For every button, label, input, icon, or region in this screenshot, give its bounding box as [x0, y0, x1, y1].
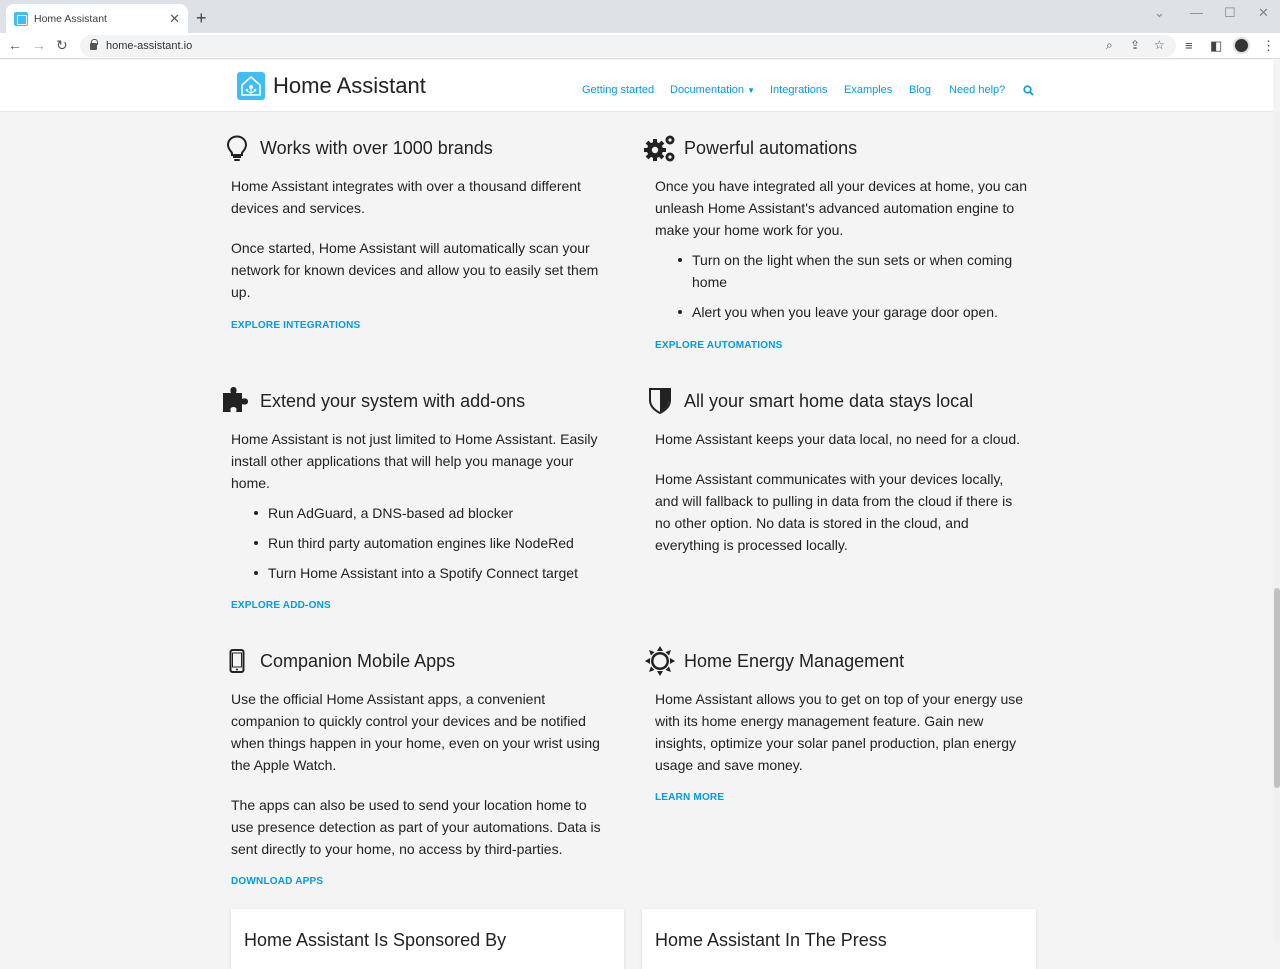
download-apps-link[interactable]: DOWNLOAD APPS: [231, 876, 324, 887]
card-title: Home Assistant Is Sponsored By: [244, 930, 507, 950]
card-title: Home Assistant In The Press: [655, 930, 887, 950]
list-item: Run AdGuard, a DNS-based ad blocker: [268, 502, 603, 524]
nav-getting-started[interactable]: Getting started: [582, 84, 655, 96]
forward-icon[interactable]: →: [32, 37, 46, 53]
feature-paragraph: Home Assistant keeps your data local, no need for a cloud.: [655, 431, 1020, 447]
home-assistant-favicon-icon: [14, 12, 28, 26]
profile-avatar[interactable]: [1233, 37, 1250, 54]
feature-title: Powerful automations: [684, 138, 858, 158]
feature-title: Companion Mobile Apps: [260, 651, 456, 671]
feature-body: [231, 175, 603, 321]
explore-integrations-link[interactable]: EXPLORE INTEGRATIONS: [231, 320, 361, 331]
nav-integrations[interactable]: Integrations: [770, 84, 828, 96]
bookmark-star-icon[interactable]: ☆: [1154, 38, 1165, 52]
list-item: Turn on the light when the sun sets or when coming home: [692, 249, 1027, 293]
search-icon[interactable]: [1023, 83, 1034, 101]
back-icon[interactable]: ←: [8, 37, 22, 53]
lightbulb-icon: [226, 135, 248, 167]
feature-paragraph: Once you have integrated all your devices at home, you can unleash Home Assistant's advanced automation engine to make your home work for you.: [655, 178, 1027, 238]
lock-icon: [90, 43, 97, 50]
list-item: Run third party automation engines like NodeRed: [268, 532, 603, 554]
share-icon[interactable]: ⇪: [1130, 38, 1141, 52]
cogs-icon: [643, 133, 677, 168]
nav-need-help[interactable]: Need help?: [949, 84, 1006, 96]
feature-body: [655, 688, 1027, 794]
home-assistant-logo-icon[interactable]: [237, 72, 265, 100]
list-item: Alert you when you leave your garage door open.: [692, 301, 1027, 323]
address-bar[interactable]: [80, 35, 1176, 57]
feature-paragraph: Once started, Home Assistant will automatically scan your network for known devices and allow you to easily set them up.: [231, 240, 599, 300]
side-panel-icon[interactable]: ◧: [1210, 38, 1223, 53]
feature-paragraph: Home Assistant integrates with over a thousand different devices and services.: [231, 178, 581, 216]
nav-documentation-label: Documentation: [670, 84, 744, 96]
feature-body: [655, 175, 1027, 331]
nav-documentation[interactable]: [670, 84, 755, 96]
learn-more-link[interactable]: LEARN MORE: [655, 792, 725, 803]
maximize-icon[interactable]: ☐: [1224, 5, 1236, 20]
brand-title[interactable]: Home Assistant: [273, 73, 426, 98]
feature-title: Works with over 1000 brands: [260, 138, 493, 158]
nav-examples[interactable]: Examples: [844, 84, 893, 96]
feature-paragraph: The apps can also be used to send your location home to use presence detection as part of your automations. Data is sent directly to your home, no access by third-parties.: [231, 797, 601, 857]
media-queue-icon[interactable]: ≡: [1185, 38, 1193, 53]
menu-kebab-icon[interactable]: ⋮: [1262, 38, 1275, 53]
explore-addons-link[interactable]: EXPLORE ADD-ONS: [231, 600, 331, 611]
nav-blog[interactable]: Blog: [909, 84, 932, 96]
feature-title: All your smart home data stays local: [684, 391, 974, 411]
feature-bullets: [231, 502, 603, 584]
url-text: home-assistant.io: [106, 40, 193, 52]
browser-tabbar: [0, 0, 1280, 33]
browser-tab[interactable]: [6, 4, 188, 33]
sponsors-card: [231, 909, 624, 969]
close-window-icon[interactable]: ✕: [1258, 5, 1269, 20]
feature-body: [655, 428, 1027, 574]
feature-body: [231, 428, 603, 592]
site-header: [0, 60, 1273, 112]
list-item: Turn Home Assistant into a Spotify Connect target: [268, 562, 603, 584]
sun-icon: [645, 646, 675, 681]
mobile-icon: [229, 649, 245, 678]
address-toolbar: [0, 33, 1280, 59]
feature-paragraph: Use the official Home Assistant apps, a convenient companion to quickly control your devices and be notified when things happen in your home, even on your wrist using the Apple Watch.: [231, 691, 600, 773]
minimize-icon[interactable]: —: [1190, 5, 1203, 20]
tab-search-icon[interactable]: ⌄: [1154, 5, 1165, 20]
caret-down-icon: ▼: [747, 86, 755, 95]
close-tab-icon[interactable]: ✕: [169, 10, 180, 26]
tab-title: Home Assistant: [34, 12, 107, 25]
press-card: [642, 909, 1036, 969]
feature-bullets: [655, 249, 1027, 323]
feature-body: [231, 688, 603, 878]
feature-paragraph: Home Assistant communicates with your devices locally, and will fallback to pulling in data from the cloud if there is no other option. No data is stored in the cloud, and everything is processed locally.: [655, 471, 1013, 553]
feature-paragraph: Home Assistant is not just limited to Home Assistant. Easily install other applications that will help you manage your home.: [231, 431, 598, 491]
feature-title: Extend your system with add-ons: [260, 391, 526, 411]
explore-automations-link[interactable]: EXPLORE AUTOMATIONS: [655, 340, 783, 351]
puzzle-icon: [222, 385, 252, 418]
reload-icon[interactable]: ↻: [56, 37, 68, 53]
shield-icon: [649, 387, 671, 419]
new-tab-icon[interactable]: +: [196, 8, 207, 28]
scrollbar-thumb[interactable]: [1274, 588, 1280, 788]
zoom-search-icon[interactable]: ⌕: [1106, 38, 1113, 52]
feature-paragraph: Home Assistant allows you to get on top of your energy use with its home energy management feature. Gain new insights, optimize your solar panel production, plan energy usage and save money.: [655, 691, 1024, 773]
page-scrollbar[interactable]: [1273, 112, 1280, 943]
feature-title: Home Energy Management: [684, 651, 905, 671]
